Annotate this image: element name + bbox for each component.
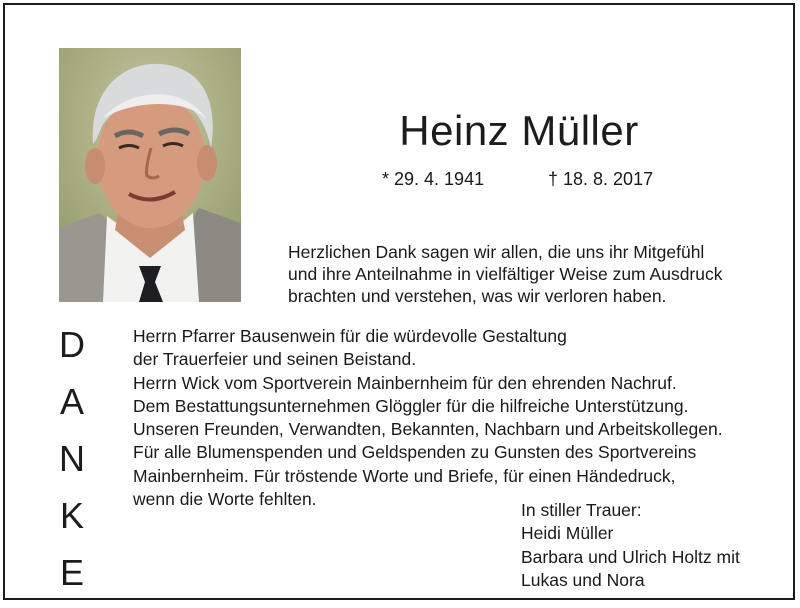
thanks-line: Dem Bestattungsunternehmen Glöggler für die hilfreiche Unterstützung. — [133, 395, 689, 416]
danke-letter: E — [59, 552, 84, 593]
obituary-card — [3, 3, 795, 600]
danke-vertical-heading — [55, 323, 89, 608]
death-date: † 18. 8. 2017 — [548, 169, 654, 189]
thanks-line: Herrn Pfarrer Bausenwein für die würdevolle Gestaltung — [133, 326, 567, 346]
birth-date: * 29. 4. 1941 — [382, 169, 485, 189]
signature-line: Lukas und Nora — [521, 569, 645, 590]
signature-line: In stiller Trauer: — [521, 500, 642, 520]
thanks-line: Für alle Blumenspenden und Geldspenden zu Gunsten des Sportvereins — [133, 442, 697, 463]
intro-paragraph — [288, 241, 758, 307]
thanks-line: wenn die Worte fehlten. — [133, 489, 317, 510]
thanks-list — [133, 325, 763, 511]
danke-letter: D — [59, 324, 85, 365]
signature-block — [521, 499, 781, 592]
intro-line: brachten und verstehen, was wir verloren haben. — [288, 286, 667, 306]
thanks-line: Mainbernheim. Für tröstende Worte und Briefe, für einen Händedruck, — [133, 465, 676, 486]
portrait-photo — [59, 48, 241, 302]
thanks-line: Unseren Freunden, Verwandten, Bekannten, Nachbarn und Arbeitskollegen. — [133, 419, 723, 440]
deceased-name: Heinz Müller — [399, 107, 639, 154]
intro-line: Herzlichen Dank sagen wir allen, die uns ihr Mitgefühl — [288, 242, 705, 262]
danke-letter: A — [59, 381, 84, 422]
intro-line: und ihre Anteilnahme in vielfältiger Weise zum Ausdruck — [288, 264, 723, 284]
signature-line: Heidi Müller — [521, 523, 614, 544]
danke-letter: N — [59, 438, 85, 479]
danke-letter: K — [59, 495, 84, 536]
signature-line: Barbara und Ulrich Holtz mit — [521, 546, 740, 567]
thanks-line: der Trauerfeier und seinen Beistand. — [133, 349, 417, 370]
thanks-line: Herrn Wick vom Sportverein Mainbernheim für den ehrenden Nachruf. — [133, 372, 677, 393]
portrait-illustration — [59, 48, 241, 302]
